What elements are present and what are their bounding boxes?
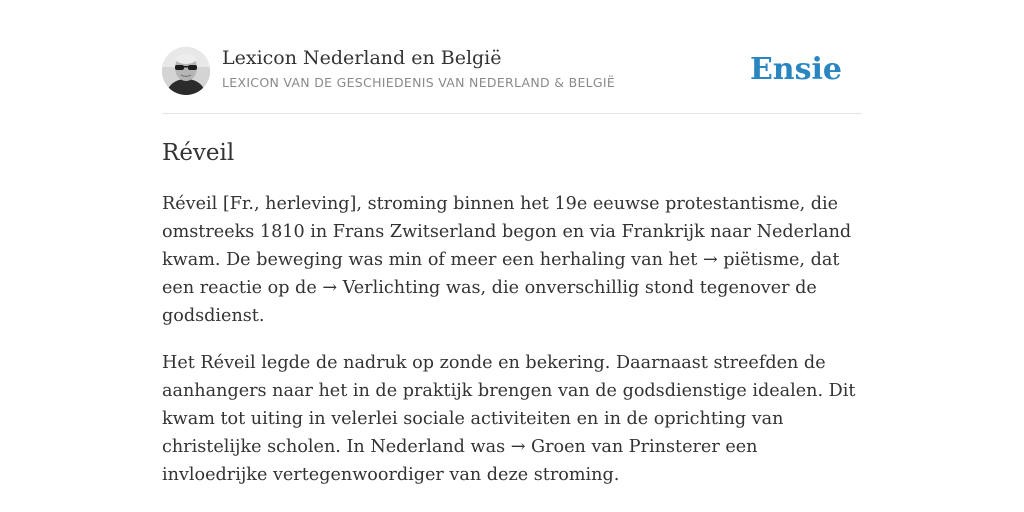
paragraph-1-text-2: , dat een reactie op de [162,250,840,298]
header [162,0,862,114]
brand-logo[interactable]: Ensie [749,52,842,87]
page [162,0,862,485]
link-pietisme[interactable]: → piëtisme [702,250,800,270]
paragraph-1 [162,190,862,330]
site-name[interactable]: Lexicon Nederland en België [222,47,502,69]
avatar-photo-icon [162,47,210,95]
article-title: Réveil [162,140,235,166]
site-subtitle: LEXICON VAN DE GESCHIEDENIS VAN NEDERLAND & BELGIË [222,75,616,90]
paragraph-1-text-3: was, die onverschillig stond tegenover de godsdienst. [162,278,817,326]
paragraph-2 [162,349,862,489]
paragraph-2-text-2: een invloedrijke vertegenwoordiger van deze stroming. [162,437,758,485]
link-verlichting[interactable]: → Verlichting [322,278,441,298]
avatar[interactable] [162,47,210,95]
paragraph-1-text-1: Réveil [Fr., herleving], stroming binnen het 19e eeuwse protestantisme, die omstreeks 1810 in Frans Zwitserland begon en via Frankrijk naar Nederland kwam. De beweging was min of meer een herhaling van het [162,194,852,270]
link-groen-van-prinsterer[interactable]: → Groen van Prinsterer [510,437,720,457]
paragraph-2-text-1: Het Réveil legde de nadruk op zonde en bekering. Daarnaast streefden de aanhangers naar het in de praktijk brengen van de godsdienstige idealen. Dit kwam tot uiting in velerlei sociale activiteiten en in de oprichting van christelijke scholen. In Nederland was [162,353,856,457]
article-body [162,190,862,508]
